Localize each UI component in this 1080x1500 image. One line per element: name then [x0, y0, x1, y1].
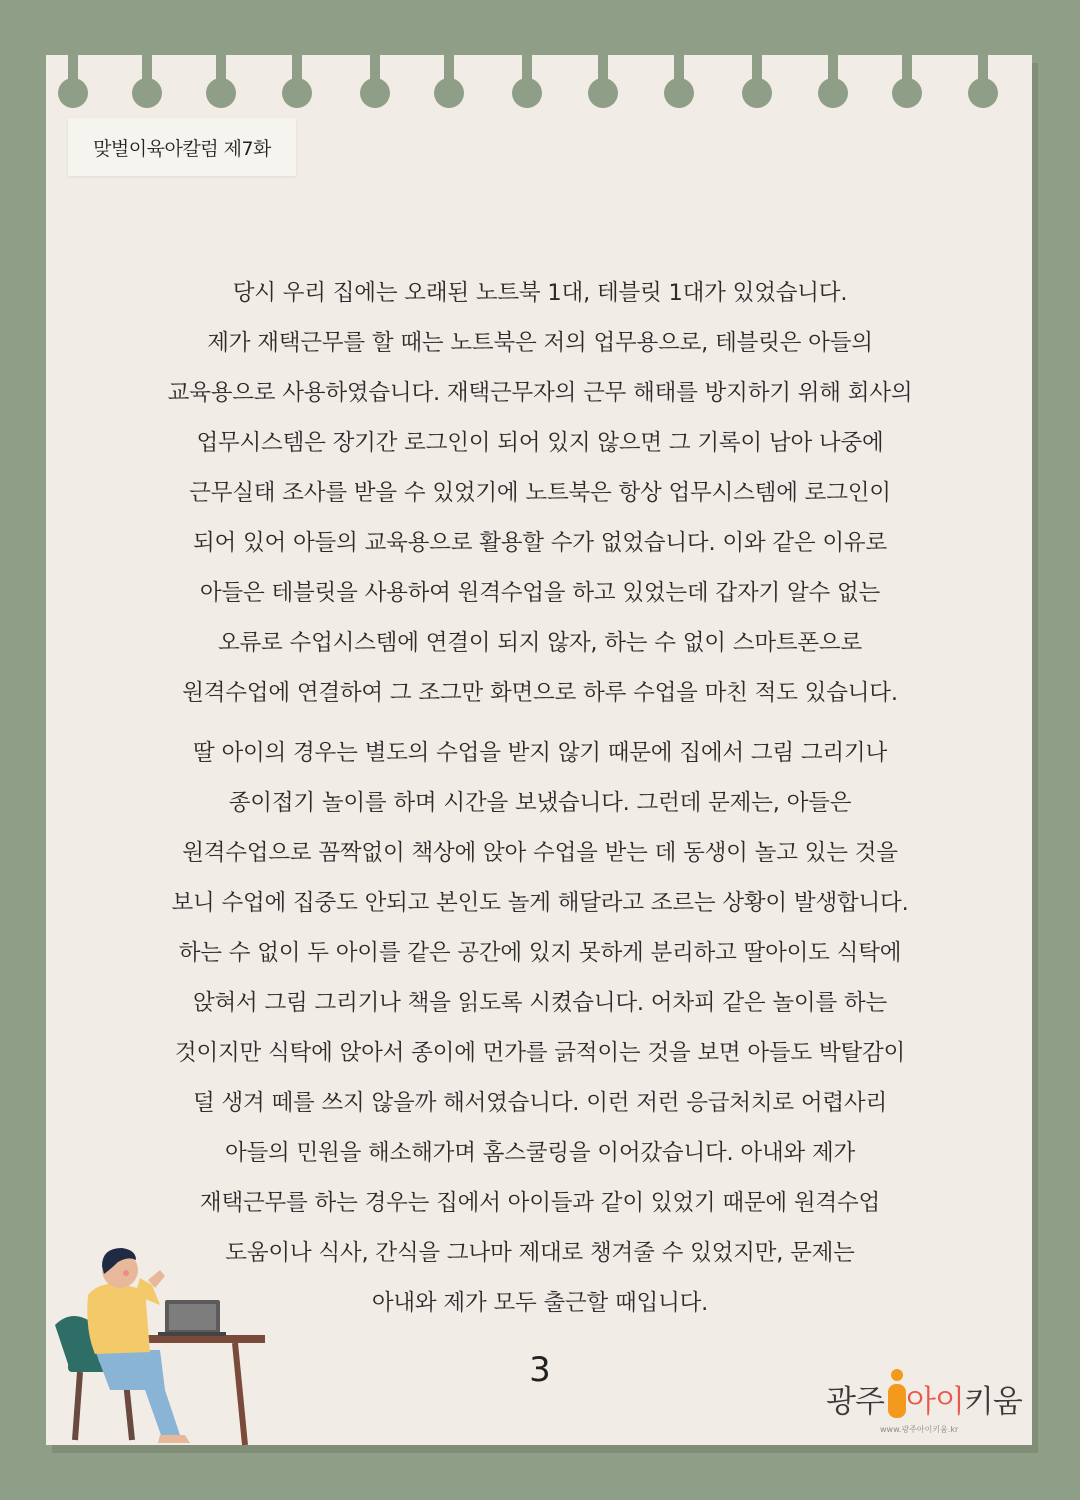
gwangju-aikium-logo	[826, 1362, 1026, 1442]
text-line: 근무실태 조사를 받을 수 있었기에 노트북은 항상 업무시스템에 로그인이	[189, 480, 891, 506]
binder-ring	[892, 50, 922, 110]
binder-ring	[434, 50, 464, 110]
text-line: 딸 아이의 경우는 별도의 수업을 받지 않기 때문에 집에서 그림 그리기나	[192, 740, 888, 766]
text-line: 업무시스템은 장기간 로그인이 되어 있지 않으면 그 기록이 남아 나중에	[196, 430, 884, 456]
text-line: 아들의 민원을 해소해가며 홈스쿨링을 이어갔습니다. 아내와 제가	[224, 1140, 856, 1166]
text-line: 아들은 테블릿을 사용하여 원격수업을 하고 있었는데 갑자기 알수 없는	[199, 580, 881, 606]
logo-text-left: 광주	[826, 1384, 884, 1420]
page-number: 3	[529, 1350, 551, 1390]
boy-at-desk-illustration	[40, 1240, 270, 1450]
logo-person-icon	[886, 1368, 908, 1420]
logo-url: www.광주아이키움.kr	[880, 1425, 959, 1434]
binder-rings	[46, 50, 1032, 110]
text-line: 당시 우리 집에는 오래된 노트북 1대, 테블릿 1대가 있었습니다.	[232, 280, 848, 306]
text-line: 되어 있어 아들의 교육용으로 활용할 수가 없었습니다. 이와 같은 이유로	[192, 530, 888, 556]
text-line: 재택근무를 하는 경우는 집에서 아이들과 같이 있었기 때문에 원격수업	[199, 1190, 881, 1216]
binder-ring	[132, 50, 162, 110]
column-tag	[68, 118, 296, 176]
text-line: 앉혀서 그림 그리기나 책을 읽도록 시켰습니다. 어차피 같은 놀이를 하는	[192, 990, 888, 1016]
text-line: 보니 수업에 집중도 안되고 본인도 놀게 해달라고 조르는 상황이 발생합니다.	[171, 890, 909, 916]
binder-ring	[206, 50, 236, 110]
binder-ring	[742, 50, 772, 110]
text-line: 오류로 수업시스템에 연결이 되지 않자, 하는 수 없이 스마트폰으로	[217, 630, 862, 656]
text-line: 제가 재택근무를 할 때는 노트북은 저의 업무용으로, 테블릿은 아들의	[207, 330, 873, 356]
text-line: 것이지만 식탁에 앉아서 종이에 먼가를 긁적이는 것을 보면 아들도 박탈감이	[174, 1040, 906, 1066]
text-line: 종이접기 놀이를 하며 시간을 보냈습니다. 그런데 문제는, 아들은	[228, 790, 852, 816]
text-line: 도움이나 식사, 간식을 그나마 제대로 챙겨줄 수 있었지만, 문제는	[225, 1240, 855, 1266]
paragraph-2	[100, 728, 980, 1328]
text-line: 원격수업에 연결하여 그 조그만 화면으로 하루 수업을 마친 적도 있습니다.	[182, 680, 898, 706]
logo-text-right: 아이키움	[906, 1384, 1022, 1420]
binder-ring	[282, 50, 312, 110]
text-line: 원격수업으로 꼼짝없이 책상에 앉아 수업을 받는 데 동생이 놀고 있는 것을	[182, 840, 898, 866]
text-line: 아내와 제가 모두 출근할 때입니다.	[371, 1290, 709, 1316]
binder-ring	[588, 50, 618, 110]
text-line: 교육용으로 사용하였습니다. 재택근무자의 근무 해태를 방지하기 위해 회사의	[167, 380, 913, 406]
binder-ring	[818, 50, 848, 110]
desk-top	[140, 1335, 265, 1343]
column-tag-label: 맞벌이육아칼럼 제7화	[93, 137, 271, 160]
binder-ring	[968, 50, 998, 110]
binder-ring	[360, 50, 390, 110]
binder-ring	[512, 50, 542, 110]
text-line: 하는 수 없이 두 아이를 같은 공간에 있지 못하게 분리하고 딸아이도 식탁에	[178, 940, 902, 966]
paragraph-1	[100, 268, 980, 718]
binder-ring	[58, 50, 88, 110]
binder-ring	[664, 50, 694, 110]
text-line: 덜 생겨 떼를 쓰지 않을까 해서였습니다. 이런 저런 응급처치로 어렵사리	[192, 1090, 888, 1116]
